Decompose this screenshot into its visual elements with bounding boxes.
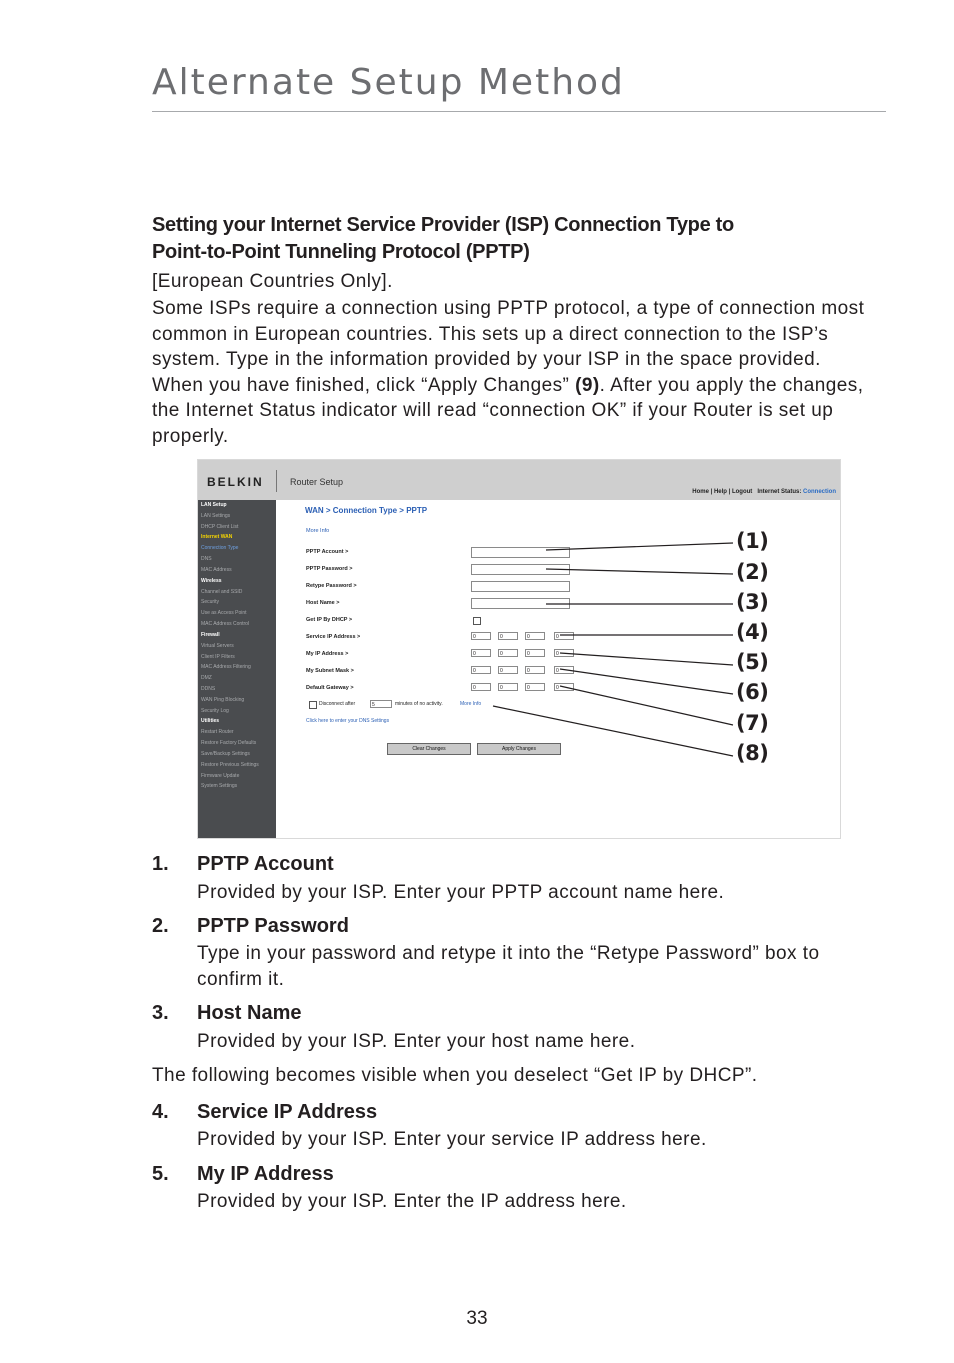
page-number: 33 bbox=[466, 1308, 488, 1329]
label-host-name: Host Name > bbox=[306, 600, 340, 606]
label-default-gateway: Default Gateway > bbox=[306, 685, 354, 691]
subnet-mask-octet-4[interactable]: 0 bbox=[554, 666, 574, 674]
item-1-term: PPTP Account bbox=[197, 853, 334, 875]
sidebar-item[interactable]: DMZ bbox=[201, 675, 212, 682]
sidebar-item[interactable]: Channel and SSID bbox=[201, 588, 243, 595]
disconnect-suffix: minutes of no activity. bbox=[395, 701, 443, 707]
disconnect-minutes-input[interactable]: 5 bbox=[370, 700, 392, 708]
sidebar-item: LAN Setup bbox=[201, 502, 227, 508]
sidebar-item[interactable]: DDNS bbox=[201, 686, 216, 692]
sidebar-item[interactable]: WAN Ping Blocking bbox=[201, 696, 245, 703]
more-info-link[interactable]: More Info bbox=[306, 528, 330, 534]
label-retype-password: Retype Password > bbox=[306, 583, 357, 589]
subnet-mask-octet-1[interactable]: 0 bbox=[471, 666, 491, 674]
sidebar-item[interactable]: Restore Factory Defaults bbox=[201, 740, 257, 747]
sidebar-item[interactable]: Restore Previous Settings bbox=[201, 761, 259, 768]
sidebar-item[interactable]: Firmware Update bbox=[201, 772, 240, 779]
sidebar-item[interactable]: MAC Address Control bbox=[201, 621, 250, 627]
callout-8: (8) bbox=[736, 741, 769, 765]
default-gateway-octet-1[interactable]: 0 bbox=[471, 683, 491, 691]
item-2-number: 2. bbox=[152, 915, 169, 937]
item-4-desc: Provided by your ISP. Enter your service IP address here. bbox=[197, 1129, 707, 1150]
leader-line-5 bbox=[560, 653, 733, 665]
my-ip-octet-1[interactable]: 0 bbox=[471, 649, 491, 657]
internet-status-label: Internet Status: bbox=[757, 489, 802, 495]
section-heading-line1: Setting your Internet Service Provider (ISP) Connection Type to bbox=[152, 214, 734, 236]
callout-3: (3) bbox=[736, 590, 769, 614]
label-subnet-mask: My Subnet Mask > bbox=[306, 668, 354, 674]
sidebar-item[interactable]: Save/Backup Settings bbox=[201, 751, 250, 757]
internet-status-value: Connection bbox=[803, 489, 836, 495]
item-1-desc: Provided by your ISP. Enter your PPTP account name here. bbox=[197, 882, 725, 903]
service-ip-octet-1[interactable]: 0 bbox=[471, 632, 491, 640]
label-pptp-account: PPTP Account > bbox=[306, 549, 349, 555]
item-5-number: 5. bbox=[152, 1163, 169, 1185]
my-ip-octet-4[interactable]: 0 bbox=[554, 649, 574, 657]
router-app-title: Router Setup bbox=[290, 477, 344, 487]
chapter-title: Alternate Setup Method bbox=[152, 62, 625, 103]
default-gateway-octet-3[interactable]: 0 bbox=[525, 683, 545, 691]
sidebar-item[interactable]: LAN Settings bbox=[201, 512, 231, 519]
leader-line-2 bbox=[546, 569, 733, 574]
sidebar-item: Wireless bbox=[201, 577, 222, 584]
intro-text-start: Some ISPs require a connection using PPTP protocol, a type of connection most common in European countries. This sets up a direct connection to the ISP’s system. Type in the information provided by your ISP in the space provided. When you have finished, click “Apply Changes” bbox=[152, 298, 865, 396]
callout-5: (5) bbox=[736, 650, 769, 674]
intro-text-end: . After you apply the changes, the Internet Status indicator will read “connection OK” if your Router is set up properly. bbox=[152, 374, 864, 447]
router-nav-links[interactable]: Home | Help | Logout bbox=[692, 489, 753, 495]
sidebar-item[interactable]: Security Log bbox=[201, 707, 229, 714]
item-3-term: Host Name bbox=[197, 1002, 302, 1024]
label-get-ip-dhcp: Get IP By DHCP > bbox=[306, 617, 353, 623]
sidebar-item[interactable]: Restart Router bbox=[201, 729, 234, 736]
callout-2: (2) bbox=[736, 560, 769, 584]
callout-4: (4) bbox=[736, 620, 769, 644]
belkin-logo: BELKIN bbox=[207, 475, 264, 489]
sidebar-item[interactable]: Connection Type bbox=[201, 545, 239, 552]
label-service-ip: Service IP Address > bbox=[306, 634, 361, 640]
section-subheading: [European Countries Only]. bbox=[152, 271, 393, 292]
disconnect-more-info-link[interactable]: More Info bbox=[460, 701, 482, 707]
item-5-desc: Provided by your ISP. Enter the IP address here. bbox=[197, 1191, 627, 1212]
sidebar-item: Firewall bbox=[201, 631, 220, 638]
sidebar-item[interactable]: Virtual Servers bbox=[201, 642, 234, 649]
section-heading-line2: Point-to-Point Tunneling Protocol (PPTP) bbox=[152, 241, 530, 263]
sidebar-item[interactable]: Use as Access Point bbox=[201, 610, 247, 617]
intro-apply-ref: (9) bbox=[575, 374, 600, 396]
item-3-number: 3. bbox=[152, 1002, 169, 1024]
default-gateway-octet-4[interactable]: 0 bbox=[554, 683, 574, 691]
item-2-desc: Type in your password and retype it into the “Retype Password” box to confirm it. bbox=[197, 943, 820, 990]
item-1-number: 1. bbox=[152, 853, 169, 875]
subnet-mask-octet-3[interactable]: 0 bbox=[525, 666, 545, 674]
leader-line-7 bbox=[560, 686, 733, 725]
sidebar-item[interactable]: DHCP Client List bbox=[201, 523, 239, 530]
service-ip-octet-4[interactable]: 0 bbox=[554, 632, 574, 640]
dns-settings-link[interactable]: Click here to enter your DNS Settings bbox=[306, 718, 390, 724]
callout-1: (1) bbox=[736, 529, 769, 553]
sidebar-item[interactable]: DNS bbox=[201, 556, 212, 562]
dhcp-note: The following becomes visible when you deselect “Get IP by DHCP”. bbox=[152, 1065, 758, 1086]
label-my-ip: My IP Address > bbox=[306, 651, 349, 657]
callout-7: (7) bbox=[736, 711, 769, 735]
my-ip-octet-3[interactable]: 0 bbox=[525, 649, 545, 657]
item-4-number: 4. bbox=[152, 1101, 169, 1123]
item-5-term: My IP Address bbox=[197, 1163, 334, 1185]
item-3-desc: Provided by your ISP. Enter your host name here. bbox=[197, 1031, 636, 1052]
service-ip-octet-2[interactable]: 0 bbox=[498, 632, 518, 640]
service-ip-octet-3[interactable]: 0 bbox=[525, 632, 545, 640]
sidebar-item[interactable]: Client IP Filters bbox=[201, 653, 235, 660]
item-2-term: PPTP Password bbox=[197, 915, 349, 937]
sidebar-item[interactable]: MAC Address bbox=[201, 566, 232, 573]
sidebar-item[interactable]: MAC Address Filtering bbox=[201, 664, 251, 671]
sidebar-item[interactable]: Security bbox=[201, 599, 220, 606]
disconnect-label: Disconnect after bbox=[319, 701, 356, 707]
item-4-term: Service IP Address bbox=[197, 1101, 378, 1123]
clear-changes-button[interactable]: Clear Changes bbox=[387, 743, 471, 755]
callout-6: (6) bbox=[736, 680, 769, 704]
leader-line-6 bbox=[560, 669, 733, 694]
apply-changes-button[interactable]: Apply Changes bbox=[477, 743, 561, 755]
leader-line-8 bbox=[493, 706, 733, 756]
subnet-mask-octet-2[interactable]: 0 bbox=[498, 666, 518, 674]
my-ip-octet-2[interactable]: 0 bbox=[498, 649, 518, 657]
sidebar-item[interactable]: System Settings bbox=[201, 783, 238, 790]
sidebar-item[interactable]: Internet WAN bbox=[201, 534, 233, 541]
leader-line-1 bbox=[546, 543, 733, 550]
default-gateway-octet-2[interactable]: 0 bbox=[498, 683, 518, 691]
label-pptp-password: PPTP Password > bbox=[306, 566, 353, 572]
router-breadcrumb: WAN > Connection Type > PPTP bbox=[305, 506, 428, 515]
sidebar-item: Utilities bbox=[201, 718, 220, 725]
